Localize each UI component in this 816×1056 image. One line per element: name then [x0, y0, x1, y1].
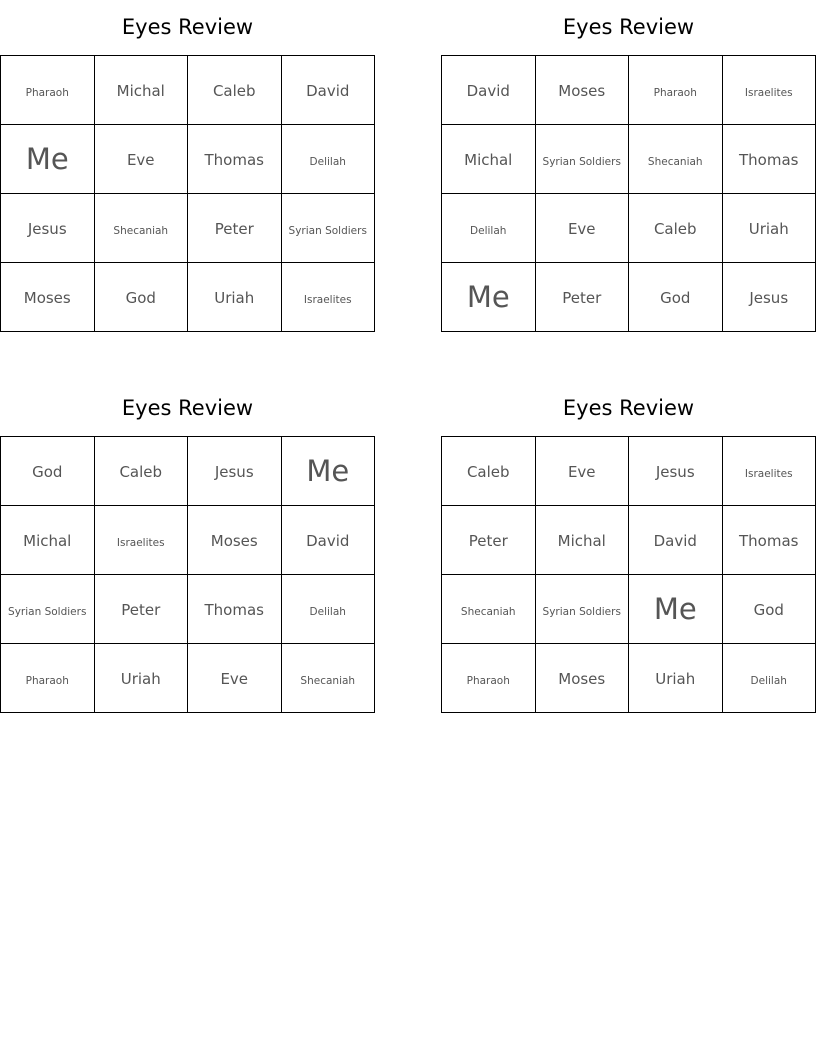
grid-row: [442, 437, 816, 506]
cell-label: Caleb: [212, 81, 256, 100]
grid-cell: [442, 125, 536, 194]
grid-cell: [281, 506, 375, 575]
cell-label: Eve: [567, 219, 596, 238]
cell-label: Moses: [23, 288, 71, 307]
cell-label: Syrian Soldiers: [542, 605, 621, 618]
cell-label: Pharaoh: [25, 86, 69, 99]
grid-row: [442, 575, 816, 644]
grid-cell: [442, 575, 536, 644]
grid-cell: [1, 56, 95, 125]
cell-label: Uriah: [655, 669, 696, 688]
bingo-card-4: [441, 381, 816, 713]
cell-label: Michal: [23, 531, 72, 550]
grid-cell: [722, 506, 816, 575]
grid-cell: [1, 263, 95, 332]
cell-label: David: [306, 531, 350, 550]
cell-label: Shecaniah: [300, 674, 356, 687]
cell-label: Eve: [567, 462, 596, 481]
cell-label: Israelites: [303, 293, 352, 306]
card-title: Eyes Review: [121, 396, 254, 420]
grid-row: [442, 56, 816, 125]
grid-cell: [188, 644, 282, 713]
cell-label: Shecaniah: [113, 224, 169, 237]
grid-cell: [442, 506, 536, 575]
grid-row: [1, 575, 375, 644]
grid-cell: [535, 56, 629, 125]
grid-row: [442, 506, 816, 575]
grid-cell: [722, 56, 816, 125]
card-title: Eyes Review: [562, 396, 695, 420]
cell-label: Jesus: [749, 288, 789, 307]
grid-cell: [535, 125, 629, 194]
grid-cell: [188, 263, 282, 332]
grid-cell: [442, 263, 536, 332]
cell-label: Peter: [562, 288, 602, 307]
grid-cell: [629, 575, 723, 644]
cell-label: Peter: [214, 219, 254, 238]
grid-cell: [535, 263, 629, 332]
cell-label: Jesus: [214, 462, 254, 481]
grid-cell: [1, 194, 95, 263]
cell-label: Pharaoh: [653, 86, 697, 99]
cell-label: Caleb: [466, 462, 510, 481]
grid-row: [1, 506, 375, 575]
cell-label: Michal: [464, 150, 513, 169]
grid-cell: [94, 263, 188, 332]
bingo-grid: [441, 55, 816, 332]
bingo-grid: [0, 55, 375, 332]
cell-label: Me: [25, 142, 69, 176]
cell-label: Uriah: [748, 219, 789, 238]
grid-cell: [188, 125, 282, 194]
grid-cell: [535, 644, 629, 713]
cell-label: David: [306, 81, 350, 100]
cell-label: Moses: [558, 81, 606, 100]
grid-cell: [722, 263, 816, 332]
cell-label: Pharaoh: [466, 674, 510, 687]
grid-cell: [629, 194, 723, 263]
grid-cell: [722, 125, 816, 194]
grid-row: [442, 644, 816, 713]
grid-cell: [1, 506, 95, 575]
cell-label: Jesus: [655, 462, 695, 481]
cell-label: God: [753, 600, 784, 619]
cell-label: Syrian Soldiers: [542, 155, 621, 168]
cell-label: God: [660, 288, 691, 307]
grid-cell: [1, 125, 95, 194]
cell-label: Delilah: [750, 674, 787, 687]
grid-cell: [629, 437, 723, 506]
grid-cell: [94, 56, 188, 125]
grid-cell: [629, 644, 723, 713]
cell-label: Caleb: [119, 462, 163, 481]
cell-label: Michal: [116, 81, 165, 100]
grid-cell: [629, 263, 723, 332]
cell-label: Moses: [558, 669, 606, 688]
cell-label: Delilah: [309, 605, 346, 618]
grid-cell: [281, 644, 375, 713]
grid-cell: [1, 644, 95, 713]
grid-cell: [188, 506, 282, 575]
cell-label: Eve: [220, 669, 249, 688]
grid-cell: [94, 437, 188, 506]
cell-label: Jesus: [27, 219, 67, 238]
cell-label: Pharaoh: [25, 674, 69, 687]
cell-label: Israelites: [744, 86, 793, 99]
cell-label: Thomas: [204, 150, 264, 169]
cell-label: Me: [306, 454, 350, 488]
grid-cell: [535, 575, 629, 644]
grid-cell: [94, 125, 188, 194]
card-title: Eyes Review: [562, 15, 695, 39]
grid-row: [1, 194, 375, 263]
bingo-card-1: [0, 0, 375, 332]
grid-cell: [629, 56, 723, 125]
cell-label: Delilah: [470, 224, 507, 237]
cell-label: David: [466, 81, 510, 100]
grid-cell: [442, 194, 536, 263]
cell-label: Me: [653, 592, 697, 626]
grid-row: [1, 263, 375, 332]
grid-cell: [442, 644, 536, 713]
cell-label: Thomas: [739, 150, 799, 169]
grid-cell: [188, 437, 282, 506]
grid-cell: [1, 437, 95, 506]
bingo-grid: [0, 436, 375, 713]
grid-cell: [722, 194, 816, 263]
grid-cell: [535, 506, 629, 575]
grid-cell: [722, 575, 816, 644]
grid-cell: [535, 437, 629, 506]
grid-cell: [188, 194, 282, 263]
cell-label: Uriah: [214, 288, 255, 307]
grid-cell: [722, 437, 816, 506]
grid-cell: [629, 506, 723, 575]
grid-cell: [281, 125, 375, 194]
grid-row: [1, 437, 375, 506]
grid-row: [442, 194, 816, 263]
grid-cell: [442, 437, 536, 506]
cell-label: Delilah: [309, 155, 346, 168]
grid-cell: [94, 506, 188, 575]
grid-row: [442, 125, 816, 194]
bingo-card-3: [0, 381, 375, 713]
grid-cell: [281, 194, 375, 263]
grid-cell: [1, 575, 95, 644]
grid-cell: [629, 125, 723, 194]
cell-label: Moses: [210, 531, 258, 550]
cell-label: Syrian Soldiers: [288, 224, 367, 237]
grid-row: [1, 125, 375, 194]
bingo-grid: [441, 436, 816, 713]
cell-label: Syrian Soldiers: [8, 605, 87, 618]
cell-label: Shecaniah: [647, 155, 703, 168]
grid-cell: [94, 194, 188, 263]
grid-cell: [94, 575, 188, 644]
cell-label: Peter: [121, 600, 161, 619]
grid-row: [1, 56, 375, 125]
cell-label: David: [653, 531, 697, 550]
cell-label: Me: [466, 280, 510, 314]
cell-label: Peter: [468, 531, 508, 550]
grid-cell: [281, 437, 375, 506]
cell-label: Uriah: [120, 669, 161, 688]
grid-cell: [281, 56, 375, 125]
grid-row: [442, 263, 816, 332]
grid-cell: [722, 644, 816, 713]
grid-cell: [188, 56, 282, 125]
grid-cell: [94, 644, 188, 713]
cell-label: Michal: [557, 531, 606, 550]
grid-cell: [188, 575, 282, 644]
cell-label: Eve: [126, 150, 155, 169]
grid-row: [1, 644, 375, 713]
cell-label: Thomas: [204, 600, 264, 619]
cell-label: Thomas: [739, 531, 799, 550]
card-title: Eyes Review: [121, 15, 254, 39]
cell-label: Israelites: [744, 467, 793, 480]
cell-label: Caleb: [653, 219, 697, 238]
cell-label: Shecaniah: [460, 605, 516, 618]
cell-label: God: [125, 288, 156, 307]
grid-cell: [281, 263, 375, 332]
cell-label: God: [32, 462, 63, 481]
cell-label: Israelites: [116, 536, 165, 549]
grid-cell: [281, 575, 375, 644]
grid-cell: [535, 194, 629, 263]
bingo-card-2: [441, 0, 816, 332]
grid-cell: [442, 56, 536, 125]
